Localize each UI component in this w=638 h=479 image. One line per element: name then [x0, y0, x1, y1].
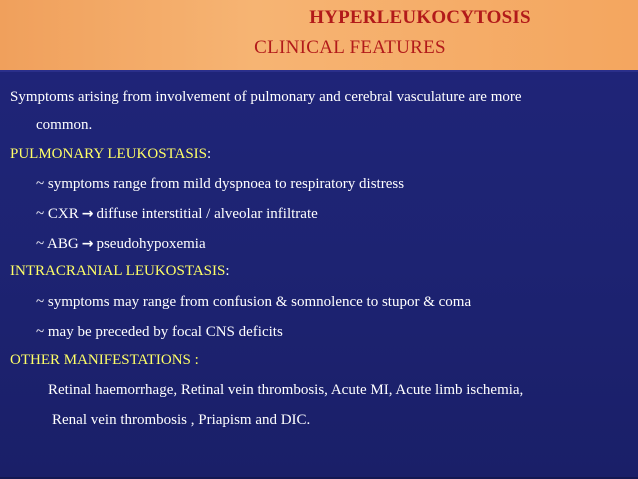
abg-finding: pseudohypoxemia: [96, 236, 206, 252]
pulmonary-heading-line: [10, 145, 211, 163]
other-manifestations-line2: Renal vein thrombosis , Priapism and DIC.: [52, 412, 311, 428]
cxr-label: ~ CXR: [36, 206, 79, 222]
pulmonary-item-cxr: [36, 205, 318, 223]
intracranial-item-cns: ~ may be preceded by focal CNS deficits: [36, 324, 283, 340]
intracranial-heading-line: [10, 262, 230, 280]
pulmonary-heading: PULMONARY LEUKOSTASIS: [10, 146, 208, 162]
header-divider: [0, 70, 638, 72]
pulmonary-item-abg: [36, 235, 206, 253]
slide-subtitle: CLINICAL FEATURES: [254, 37, 446, 58]
slide-title: HYPERLEUKOCYTOSIS: [309, 7, 531, 28]
intracranial-colon: :: [225, 263, 230, 279]
other-manifestations-line1: Retinal haemorrhage, Retinal vein thrombosis, Acute MI, Acute limb ischemia,: [48, 382, 524, 398]
other-manifestations-heading: OTHER MANIFESTATIONS :: [10, 352, 199, 368]
intro-text-line2: common.: [36, 117, 93, 133]
title-bar: [0, 0, 638, 70]
abg-label: ~ ABG: [36, 236, 79, 252]
intro-text-line1: Symptoms arising from involvement of pulmonary and cerebral vasculature are more: [10, 89, 522, 105]
intracranial-heading: INTRACRANIAL LEUKOSTASIS: [10, 263, 226, 279]
right-arrow-icon: →: [81, 206, 94, 222]
cxr-finding: diffuse interstitial / alveolar infiltrate: [96, 206, 318, 222]
pulmonary-item-symptoms: ~ symptoms range from mild dyspnoea to respiratory distress: [36, 176, 405, 192]
intracranial-item-symptoms: ~ symptoms may range from confusion & somnolence to stupor & coma: [36, 294, 472, 310]
pulmonary-colon: :: [207, 146, 212, 162]
right-arrow-icon: →: [81, 236, 94, 252]
